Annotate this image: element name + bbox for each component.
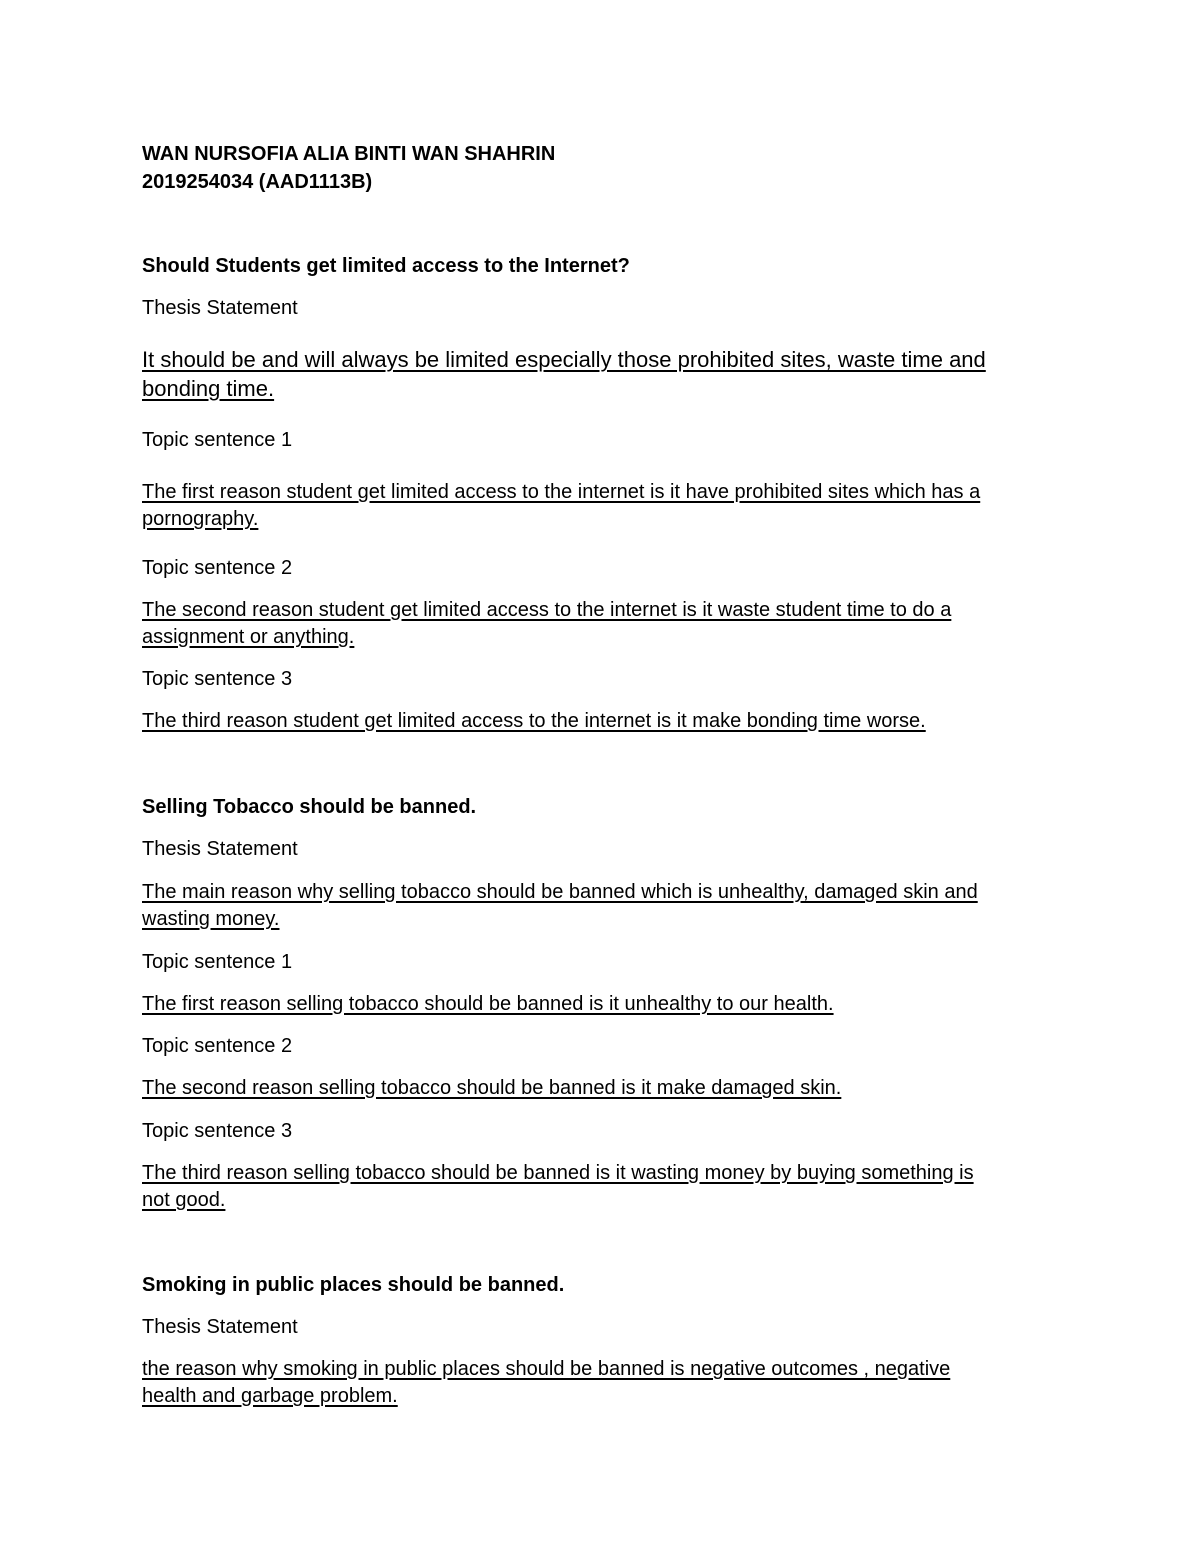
topic-text-line: assignment or anything.	[142, 626, 355, 648]
section-title: Selling Tobacco should be banned.	[142, 796, 477, 818]
topic-text-line: The first reason selling tobacco should be banned is it unhealthy to our health.	[142, 993, 834, 1015]
topic-label: Topic sentence 1	[142, 951, 293, 973]
topic-text-line: The third reason selling tobacco should be banned is it wasting money by buying something is	[142, 1162, 974, 1184]
thesis-label: Thesis Statement	[142, 1316, 298, 1338]
topic-text-line: not good.	[142, 1189, 226, 1211]
author-name: WAN NURSOFIA ALIA BINTI WAN SHAHRIN	[142, 143, 556, 165]
topic-label: Topic sentence 3	[142, 668, 293, 690]
topic-label: Topic sentence 2	[142, 557, 293, 579]
thesis-text-line: The main reason why selling tobacco should be banned which is unhealthy, damaged skin and	[142, 881, 978, 903]
thesis-text-line: It should be and will always be limited especially those prohibited sites, waste time and	[142, 347, 986, 372]
topic-label: Topic sentence 3	[142, 1120, 293, 1142]
topic-text-line: The second reason student get limited access to the internet is it waste student time to do a	[142, 599, 952, 621]
topic-text-line: The first reason student get limited access to the internet is it have prohibited sites which has a	[142, 481, 981, 503]
thesis-label: Thesis Statement	[142, 838, 298, 860]
thesis-text-line: bonding time.	[142, 376, 275, 401]
section-title: Smoking in public places should be banned.	[142, 1274, 565, 1296]
section-title: Should Students get limited access to the Internet?	[142, 255, 630, 277]
topic-text-line: pornography.	[142, 508, 259, 530]
topic-label: Topic sentence 2	[142, 1035, 293, 1057]
thesis-text-line: wasting money.	[142, 908, 280, 930]
student-id: 2019254034 (AAD1113B)	[142, 171, 373, 193]
thesis-label: Thesis Statement	[142, 297, 298, 319]
topic-text-line: The second reason selling tobacco should be banned is it make damaged skin.	[142, 1077, 842, 1099]
topic-label: Topic sentence 1	[142, 429, 293, 451]
thesis-text-line: health and garbage problem.	[142, 1385, 398, 1407]
thesis-text-line: the reason why smoking in public places should be banned is negative outcomes , negative	[142, 1358, 951, 1380]
topic-text-line: The third reason student get limited access to the internet is it make bonding time worse.	[142, 710, 926, 732]
